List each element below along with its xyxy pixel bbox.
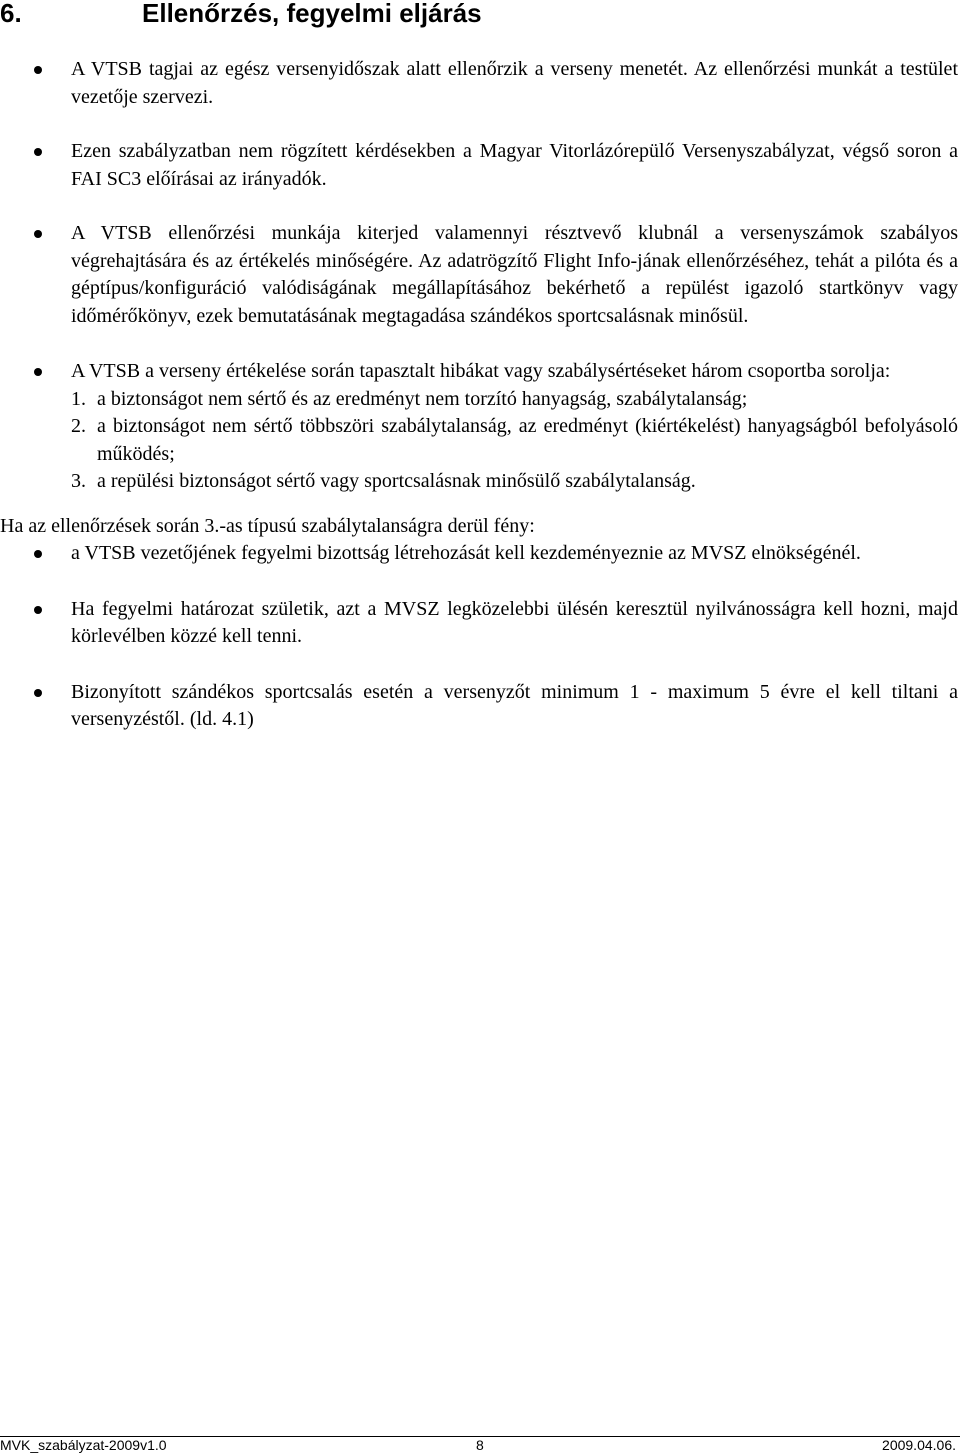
bullet-icon bbox=[34, 606, 42, 614]
list-item bbox=[0, 358, 958, 496]
list-item bbox=[0, 540, 958, 568]
list-item bbox=[0, 596, 958, 651]
bullet-icon bbox=[34, 230, 42, 238]
bullet-icon bbox=[34, 368, 42, 376]
classification-intro: A VTSB a verseny értékelése során tapasztalt hibákat vagy szabálysértéseket három csoportba sorolja: bbox=[71, 360, 891, 382]
category-text: a biztonságot nem sértő többszöri szabálytalanság, az eredményt (kiértékelést) hanyagságból befolyásoló működés; bbox=[97, 415, 958, 465]
bullet-icon bbox=[34, 66, 42, 74]
section-heading bbox=[0, 0, 482, 26]
condition-line: Ha az ellenőrzések során 3.-as típusú szabálytalanságra derül fény: bbox=[0, 514, 535, 537]
list-item bbox=[0, 679, 958, 734]
list-item bbox=[0, 138, 958, 193]
list-item-text: a VTSB vezetőjének fegyelmi bizottság létrehozását kell kezdeményeznie az MVSZ elnökségénél. bbox=[71, 542, 861, 564]
section-number: 6. bbox=[0, 0, 22, 28]
footer-page-number: 8 bbox=[476, 1437, 484, 1453]
list-item bbox=[0, 220, 958, 330]
bullet-icon bbox=[34, 148, 42, 156]
list-item-text: A VTSB tagjai az egész versenyidőszak alatt ellenőrzik a verseny menetét. Az ellenőrzési munkát a testület vezetője szervezi. bbox=[71, 58, 958, 108]
bullet-icon bbox=[34, 550, 42, 558]
category-number: 2. bbox=[71, 415, 86, 437]
list-item-text: Ha fegyelmi határozat születik, azt a MVSZ legközelebbi ülésén keresztül nyilvánosságra kell hozni, majd körlevélben közzé kell tenni. bbox=[71, 597, 958, 647]
rules-list bbox=[0, 56, 958, 496]
category-number: 1. bbox=[71, 387, 86, 410]
category-item bbox=[71, 468, 958, 496]
list-item-text: Bizonyított szándékos sportcsalás esetén a versenyzőt minimum 1 - maximum 5 évre el kell tiltani a versenyzéstől. (ld. 4.1) bbox=[71, 680, 958, 730]
page-footer bbox=[0, 1436, 960, 1453]
footer-document-name: MVK_szabályzat-2009v1.0 bbox=[0, 1437, 167, 1453]
category-item bbox=[71, 413, 958, 468]
category-text: a biztonságot nem sértő és az eredményt nem torzító hanyagság, szabálytalanság; bbox=[97, 387, 748, 410]
footer-date: 2009.04.06. bbox=[882, 1437, 956, 1453]
violation-categories bbox=[71, 386, 958, 496]
category-item bbox=[71, 386, 958, 414]
list-item-text: A VTSB ellenőrzési munkája kiterjed valamennyi résztvevő klubnál a versenyszámok szabályos végrehajtására és az értékelés minőségére. Az adatrögzítő Flight Info-jának ellenőrzéséhez, tehát a pilóta és a géptípus/konfiguráció valódiságának megállapításához bekérhető a repülést igazoló startkönyv vagy időmérőkönyv, ezek bemutatásának megtagadása szándékos sportcsalásnak minősül. bbox=[71, 222, 958, 327]
bullet-icon bbox=[34, 689, 42, 697]
document-body bbox=[0, 56, 958, 734]
list-item bbox=[0, 56, 958, 111]
category-number: 3. bbox=[71, 470, 86, 492]
list-item-text: Ezen szabályzatban nem rögzített kérdésekben a Magyar Vitorlázórepülő Versenyszabályzat, végső soron a FAI SC3 előírásai az irányadók. bbox=[71, 140, 958, 190]
category-text: a repülési biztonságot sértő vagy sportcsalásnak minősülő szabálytalanság. bbox=[97, 470, 696, 492]
consequences-list bbox=[0, 540, 958, 734]
section-title: Ellenőrzés, fegyelmi eljárás bbox=[142, 0, 482, 28]
